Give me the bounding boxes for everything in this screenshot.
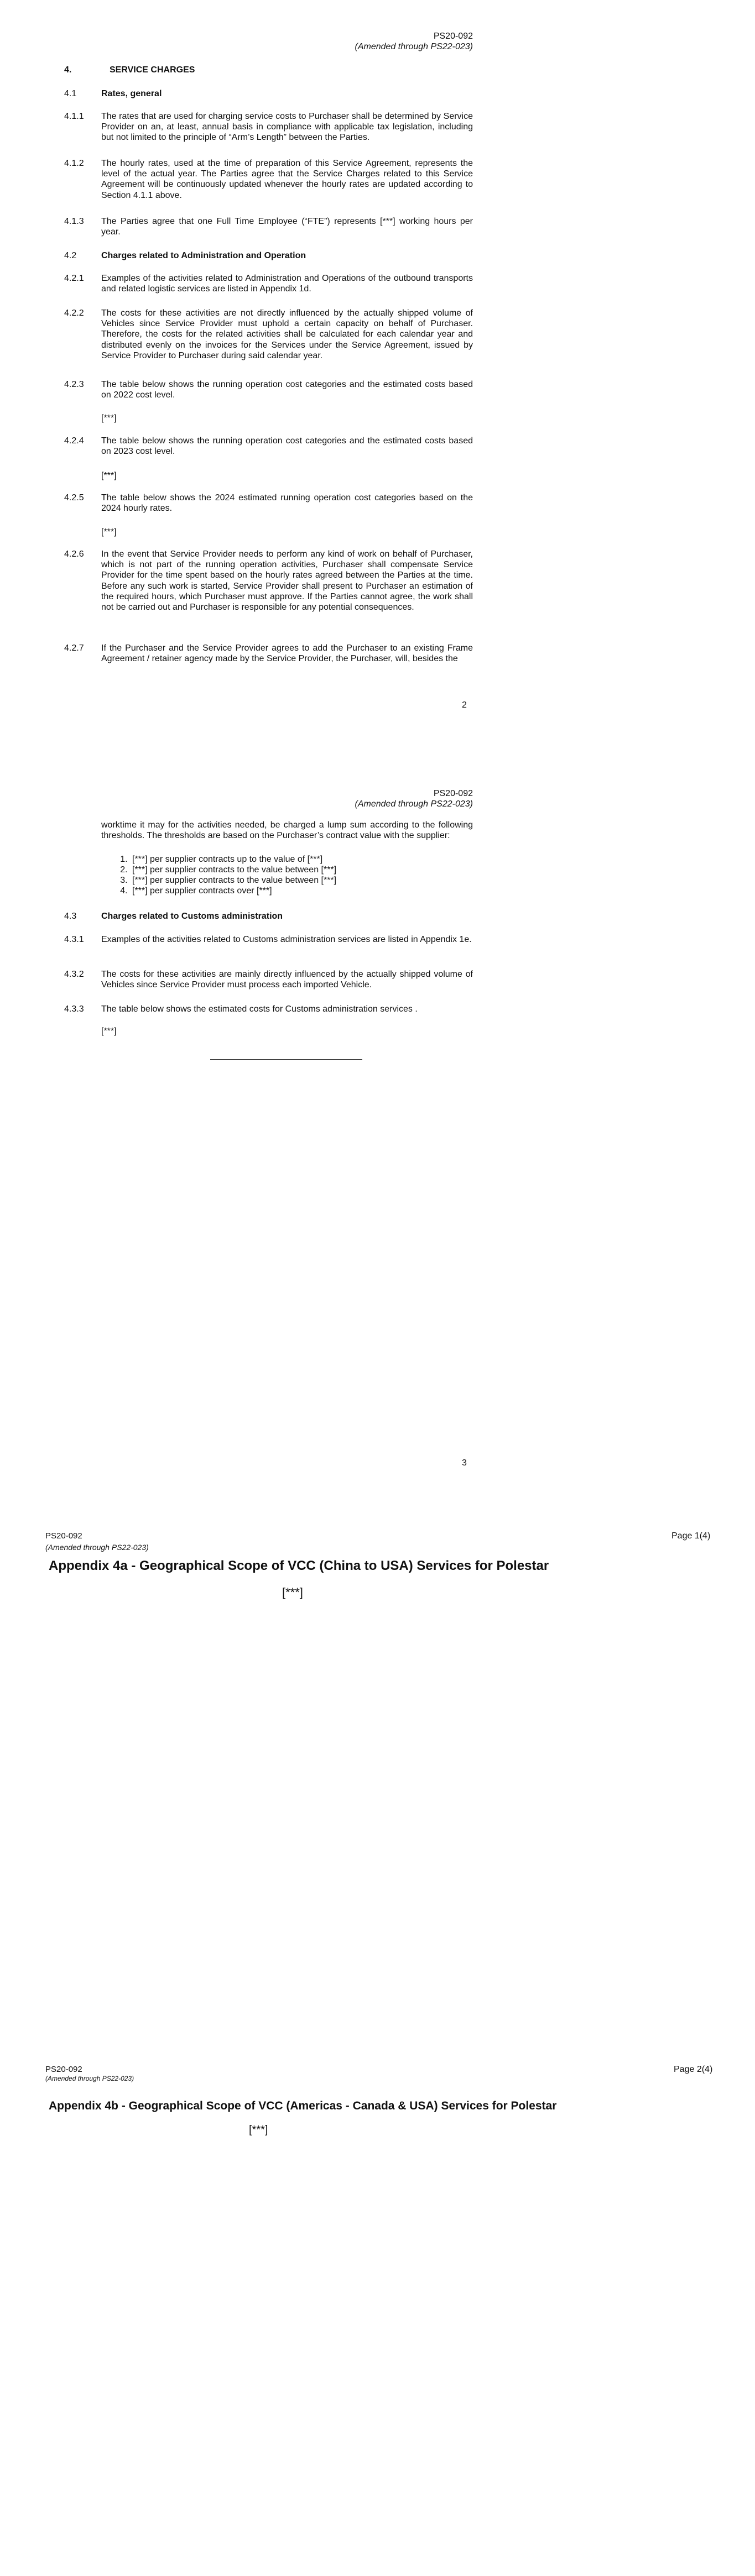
header-amend: (Amended through PS22-023) bbox=[355, 42, 473, 51]
clause-number: 4.2.4 bbox=[64, 436, 84, 446]
clause-number: 4.1.1 bbox=[64, 112, 84, 121]
document-page-3 bbox=[0, 757, 755, 1515]
clause-number: 4.2.3 bbox=[64, 380, 84, 389]
appendix-title: Appendix 4b - Geographical Scope of VCC (Americas - Canada & USA) Services for Polestar bbox=[49, 2099, 557, 2112]
clause-number: 4.2.2 bbox=[64, 308, 84, 318]
clause-number: 4.3 bbox=[64, 912, 77, 921]
list-item: 4. [***] per supplier contracts over [***] bbox=[130, 886, 473, 896]
clause-number: 4.2.7 bbox=[64, 643, 84, 653]
appendix-title: Appendix 4a - Geographical Scope of VCC (China to USA) Services for Polestar bbox=[49, 1558, 549, 1573]
redacted-table: [***] bbox=[101, 527, 117, 537]
appendix-4a-page bbox=[0, 1515, 755, 2045]
appendix-page-label: Page 1(4) bbox=[671, 1531, 711, 1541]
clause-heading: Charges related to Administration and Operation bbox=[101, 251, 306, 260]
appendix-ref: PS20-092 bbox=[45, 1531, 82, 1541]
clause-number: 4.2.6 bbox=[64, 549, 84, 559]
threshold-list bbox=[101, 854, 473, 896]
appendix-ref: PS20-092 bbox=[45, 2065, 82, 2074]
document-page-2 bbox=[0, 0, 755, 757]
redacted-table: [***] bbox=[101, 1027, 117, 1036]
section-number: 4. bbox=[64, 65, 72, 75]
list-item: 2. [***] per supplier contracts to the value between [***] bbox=[130, 865, 473, 875]
clause-number: 4.2.5 bbox=[64, 493, 84, 502]
redacted-table: [***] bbox=[101, 471, 117, 480]
clause-number: 4.1.3 bbox=[64, 217, 84, 226]
page-number: 2 bbox=[462, 700, 467, 710]
clause-text: The Parties agree that one Full Time Employee (“FTE”) represents [***] working hours per year. bbox=[101, 217, 473, 237]
redacted-table: [***] bbox=[101, 413, 117, 423]
clause-heading: Charges related to Customs administration bbox=[101, 912, 283, 921]
clause-text: The table below shows the 2024 estimated running operation cost categories based on the 2024 hourly rates. bbox=[101, 493, 473, 514]
clause-text: The rates that are used for charging service costs to Purchaser shall be determined by Service Provider on an, at least, annual basis in compliance with applicable tax legislation, including but not limited to the principle of “Arm’s Length” between the Parties. bbox=[101, 112, 473, 143]
clause-text: If the Purchaser and the Service Provider agrees to add the Purchaser to an existing Frame Agreement / retainer agency made by the Service Provider, the Purchaser, will, besides the bbox=[101, 643, 473, 664]
page-header bbox=[355, 31, 473, 52]
header-ref: PS20-092 bbox=[433, 32, 473, 41]
page-number: 3 bbox=[462, 1458, 467, 1468]
clause-text: The costs for these activities are mainly directly influenced by the actually shipped volume of Vehicles since Service Provider must process each imported Vehicle. bbox=[101, 970, 473, 990]
list-item: 1. [***] per supplier contracts up to the value of [***] bbox=[130, 854, 473, 865]
appendix-page-label: Page 2(4) bbox=[674, 2065, 713, 2074]
clause-number: 4.3.1 bbox=[64, 935, 84, 944]
clause-text: The costs for these activities are not directly influenced by the actually shipped volume of Vehicles since Service Provider must uphold a certain capacity on behalf of Purchaser. Therefore, the costs for the related activities shall be calculated for each calendar year and distributed evenly on the invoices for the Services under the Service Agreement, issued by Service Provider to Purchaser during said calendar year. bbox=[101, 308, 473, 360]
clause-text: The hourly rates, used at the time of preparation of this Service Agreement, represents the level of the actual year. The Parties agree that the Service Charges related to this Service Agreement will be continuously updated whenever the hourly rates are updated according to Section 4.1.1 above. bbox=[101, 159, 473, 200]
clause-text: The table below shows the running operation cost categories and the estimated costs based on 2023 cost level. bbox=[101, 436, 473, 457]
clause-number: 4.1 bbox=[64, 89, 77, 98]
clause-continuation-text: worktime it may for the activities needed, be charged a lump sum according to the following thresholds. The thresholds are based on the Purchaser’s contract value with the supplier: bbox=[101, 820, 473, 841]
clause-text: Examples of the activities related to Administration and Operations of the outbound transports and related logistic services are listed in Appendix 1d. bbox=[101, 274, 473, 294]
clause-number: 4.1.2 bbox=[64, 159, 84, 168]
clause-heading: Rates, general bbox=[101, 89, 162, 98]
clause-text: Examples of the activities related to Customs administration services are listed in Appendix 1e. bbox=[101, 935, 472, 944]
section-title: SERVICE CHARGES bbox=[110, 65, 195, 75]
appendix-4b-page bbox=[0, 2045, 755, 2576]
page-header bbox=[355, 788, 473, 809]
clause-text: In the event that Service Provider needs to perform any kind of work on behalf of Purchaser, which is not part of the running operation activities, Purchaser shall compensate Service Provider for the time spent based on the hourly rates agreed between the Parties at the time. Before any such work is started, Service Provider shall present to Purchaser an estimation of the required hours, which Purchaser must approve. If the Parties cannot agree, the work shall not be carried out and Purchaser is responsible for any potential consequences. bbox=[101, 549, 473, 612]
clause-text: The table below shows the running operation cost categories and the estimated costs based on 2022 cost level. bbox=[101, 380, 473, 400]
clause-number: 4.2 bbox=[64, 251, 77, 260]
list-item: 3. [***] per supplier contracts to the value between [***] bbox=[130, 875, 473, 886]
clause-text: The table below shows the estimated costs for Customs administration services . bbox=[101, 1004, 418, 1014]
appendix-amend: (Amended through PS22-023) bbox=[45, 1543, 149, 1552]
header-amend: (Amended through PS22-023) bbox=[355, 799, 473, 809]
redacted-content: [***] bbox=[282, 1585, 303, 1599]
footer-divider bbox=[210, 1059, 362, 1060]
clause-number: 4.3.3 bbox=[64, 1004, 84, 1014]
redacted-content: [***] bbox=[249, 2124, 268, 2136]
appendix-amend: (Amended through PS22-023) bbox=[45, 2075, 134, 2082]
clause-number: 4.2.1 bbox=[64, 274, 84, 283]
header-ref: PS20-092 bbox=[433, 789, 473, 798]
clause-number: 4.3.2 bbox=[64, 970, 84, 979]
